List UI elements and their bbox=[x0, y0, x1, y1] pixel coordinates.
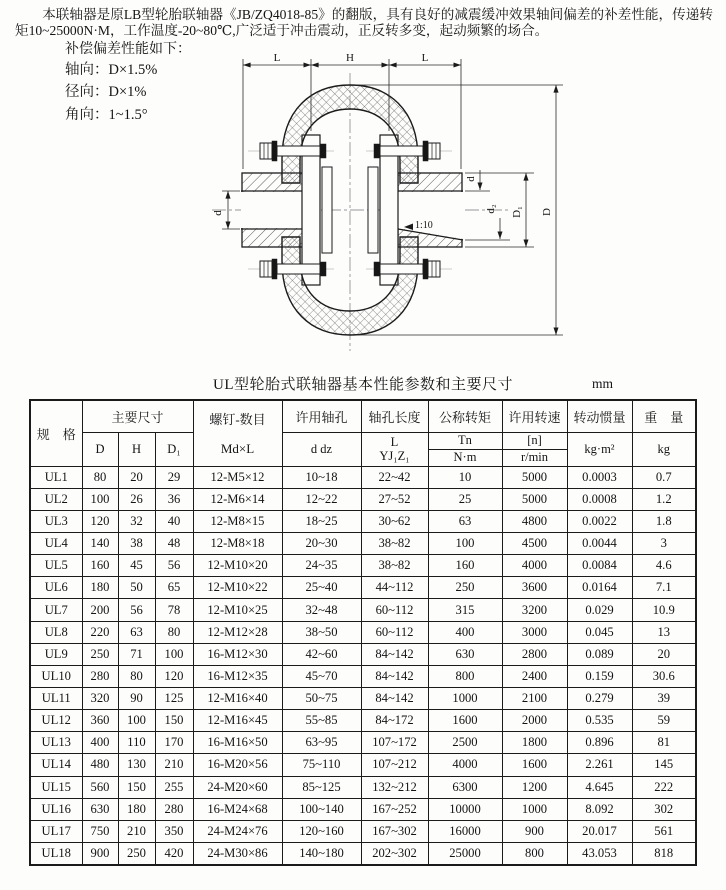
value-cell: 48 bbox=[155, 533, 193, 555]
value-cell: 0.7 bbox=[632, 466, 696, 488]
value-cell: 45~70 bbox=[282, 665, 361, 687]
header-screw bbox=[193, 400, 282, 467]
value-cell: 100 bbox=[155, 643, 193, 665]
value-cell: 750 bbox=[82, 820, 118, 842]
table-row bbox=[30, 510, 696, 532]
value-cell: 900 bbox=[82, 842, 118, 865]
header-L: L bbox=[390, 434, 399, 449]
value-cell: 24-M24×76 bbox=[193, 820, 282, 842]
spec-cell: UL18 bbox=[30, 842, 82, 865]
value-cell: 42~60 bbox=[282, 643, 361, 665]
table-row bbox=[30, 466, 696, 488]
value-cell: 145 bbox=[632, 754, 696, 776]
header-inertia-unit: kg·m² bbox=[567, 432, 632, 466]
value-cell: 210 bbox=[118, 820, 155, 842]
value-cell: 3600 bbox=[502, 577, 567, 599]
value-cell: 630 bbox=[82, 798, 118, 820]
value-cell: 12-M10×20 bbox=[193, 555, 282, 577]
value-cell: 1000 bbox=[502, 798, 567, 820]
value-cell: 81 bbox=[632, 732, 696, 754]
value-cell: 13 bbox=[632, 621, 696, 643]
value-cell: 1.2 bbox=[632, 488, 696, 510]
value-cell: 8.092 bbox=[567, 798, 632, 820]
value-cell: 3200 bbox=[502, 599, 567, 621]
value-cell: 900 bbox=[502, 820, 567, 842]
value-cell: 280 bbox=[82, 665, 118, 687]
value-cell: 40 bbox=[155, 510, 193, 532]
value-cell: 4500 bbox=[502, 533, 567, 555]
value-cell: 38~82 bbox=[361, 533, 428, 555]
table-row bbox=[30, 621, 696, 643]
value-cell: 7.1 bbox=[632, 577, 696, 599]
value-cell: 2800 bbox=[502, 643, 567, 665]
spec-cell: UL15 bbox=[30, 776, 82, 798]
value-cell: 250 bbox=[118, 842, 155, 865]
value-cell: 800 bbox=[428, 665, 502, 687]
spec-cell: UL4 bbox=[30, 533, 82, 555]
spec-cell: UL6 bbox=[30, 577, 82, 599]
spec-cell: UL14 bbox=[30, 754, 82, 776]
value-cell: 125 bbox=[155, 688, 193, 710]
taper-label: 1:10 bbox=[415, 219, 433, 231]
value-cell: 1000 bbox=[428, 688, 502, 710]
spec-cell: UL9 bbox=[30, 643, 82, 665]
value-cell: 180 bbox=[82, 577, 118, 599]
value-cell: 561 bbox=[632, 820, 696, 842]
value-cell: 12-M12×28 bbox=[193, 621, 282, 643]
value-cell: 30.6 bbox=[632, 665, 696, 687]
value-cell: 38~82 bbox=[361, 555, 428, 577]
value-cell: 10.9 bbox=[632, 599, 696, 621]
value-cell: 210 bbox=[155, 754, 193, 776]
value-cell: 12-M10×22 bbox=[193, 577, 282, 599]
value-cell: 202~302 bbox=[361, 842, 428, 865]
value-cell: 12-M8×18 bbox=[193, 533, 282, 555]
value-cell: 90 bbox=[118, 688, 155, 710]
angular-line: 角向：1~1.5° bbox=[65, 106, 148, 123]
table-row bbox=[30, 533, 696, 555]
value-cell: 26 bbox=[118, 488, 155, 510]
value-cell: 107~172 bbox=[361, 732, 428, 754]
value-cell: 38~50 bbox=[282, 621, 361, 643]
table-row bbox=[30, 798, 696, 820]
value-cell: 3000 bbox=[502, 621, 567, 643]
spec-cell: UL3 bbox=[30, 510, 82, 532]
value-cell: 2000 bbox=[502, 710, 567, 732]
table-row bbox=[30, 776, 696, 798]
value-cell: 32~48 bbox=[282, 599, 361, 621]
value-cell: 56 bbox=[155, 555, 193, 577]
value-cell: 110 bbox=[118, 732, 155, 754]
value-cell: 1800 bbox=[502, 732, 567, 754]
header-bore-length-sub bbox=[361, 432, 428, 466]
value-cell: 10000 bbox=[428, 798, 502, 820]
value-cell: 180 bbox=[118, 798, 155, 820]
table-header bbox=[30, 400, 696, 467]
value-cell: 818 bbox=[632, 842, 696, 865]
value-cell: 36 bbox=[155, 488, 193, 510]
spec-cell: UL5 bbox=[30, 555, 82, 577]
value-cell: 59 bbox=[632, 710, 696, 732]
value-cell: 140~180 bbox=[282, 842, 361, 865]
value-cell: 38 bbox=[118, 533, 155, 555]
table-row bbox=[30, 820, 696, 842]
spec-cell: UL8 bbox=[30, 621, 82, 643]
middle-section bbox=[0, 39, 726, 373]
value-cell: 132~212 bbox=[361, 776, 428, 798]
value-cell: 0.0022 bbox=[567, 510, 632, 532]
dim-L-right: L bbox=[421, 51, 429, 64]
value-cell: 3 bbox=[632, 533, 696, 555]
spec-cell: UL16 bbox=[30, 798, 82, 820]
value-cell: 4.6 bbox=[632, 555, 696, 577]
value-cell: 2400 bbox=[502, 665, 567, 687]
spec-cell: UL2 bbox=[30, 488, 82, 510]
value-cell: 107~212 bbox=[361, 754, 428, 776]
table-title-row bbox=[0, 373, 726, 399]
value-cell: 84~142 bbox=[361, 688, 428, 710]
value-cell: 120~160 bbox=[282, 820, 361, 842]
value-cell: 630 bbox=[428, 643, 502, 665]
value-cell: 2100 bbox=[502, 688, 567, 710]
value-cell: 140 bbox=[82, 533, 118, 555]
header-weight-unit: kg bbox=[632, 432, 696, 466]
value-cell: 12-M16×45 bbox=[193, 710, 282, 732]
table-title: UL型轮胎式联轴器基本性能参数和主要尺寸 bbox=[213, 376, 513, 393]
dim-H: H bbox=[346, 51, 354, 64]
compensation-heading: 补偿偏差性能如下： bbox=[65, 41, 191, 57]
table-row bbox=[30, 555, 696, 577]
header-bore-length: 轴孔长度 bbox=[361, 400, 428, 433]
value-cell: 4000 bbox=[428, 754, 502, 776]
value-cell: 100~140 bbox=[282, 798, 361, 820]
header-inertia: 转动惯量 bbox=[567, 400, 632, 433]
value-cell: 150 bbox=[118, 776, 155, 798]
header-col-D: D bbox=[82, 432, 118, 466]
value-cell: 12-M6×14 bbox=[193, 488, 282, 510]
value-cell: 120 bbox=[82, 510, 118, 532]
value-cell: 50 bbox=[118, 577, 155, 599]
header-weight: 重 量 bbox=[632, 400, 696, 433]
value-cell: 100 bbox=[82, 488, 118, 510]
value-cell: 5000 bbox=[502, 488, 567, 510]
value-cell: 0.0008 bbox=[567, 488, 632, 510]
value-cell: 360 bbox=[82, 710, 118, 732]
table-row bbox=[30, 665, 696, 687]
value-cell: 1600 bbox=[502, 754, 567, 776]
dim-D: D bbox=[541, 207, 553, 216]
value-cell: 4800 bbox=[502, 510, 567, 532]
value-cell: 24-M20×60 bbox=[193, 776, 282, 798]
value-cell: 16-M12×30 bbox=[193, 643, 282, 665]
value-cell: 16-M24×68 bbox=[193, 798, 282, 820]
header-col-H: H bbox=[118, 432, 155, 466]
value-cell: 4000 bbox=[502, 555, 567, 577]
table-row bbox=[30, 643, 696, 665]
value-cell: 222 bbox=[632, 776, 696, 798]
header-speed-symbol: [n] bbox=[502, 432, 567, 449]
spec-cell: UL10 bbox=[30, 665, 82, 687]
value-cell: 250 bbox=[428, 577, 502, 599]
value-cell: 220 bbox=[82, 621, 118, 643]
dim-L-left: L bbox=[273, 51, 281, 64]
value-cell: 10 bbox=[428, 466, 502, 488]
value-cell: 5000 bbox=[502, 466, 567, 488]
value-cell: 560 bbox=[82, 776, 118, 798]
header-screw-formula: Md×L bbox=[220, 441, 255, 457]
axial-line: 轴向：D×1.5% bbox=[65, 61, 158, 78]
intro-paragraph: 本联轴器是原LB型轮胎联轴器《JB/ZQ4018-85》的翻版，具有良好的减震缓冲效果轴间偏差的补差性能，传递转矩10~25000N·M，工作温度-20~80℃,广泛适于冲击震动，正反转多变，起动频繁的场合。 bbox=[15, 7, 713, 38]
table-row bbox=[30, 599, 696, 621]
dim-d-right: d bbox=[465, 175, 477, 182]
header-bore-range: d dz bbox=[282, 432, 361, 466]
value-cell: 0.029 bbox=[567, 599, 632, 621]
value-cell: 20 bbox=[632, 643, 696, 665]
spec-cell: UL12 bbox=[30, 710, 82, 732]
header-screw-label: 螺钉-数目 bbox=[209, 412, 266, 428]
spec-cell: UL11 bbox=[30, 688, 82, 710]
header-bore: 许用轴孔 bbox=[282, 400, 361, 433]
header-col-D1: D₁ bbox=[155, 432, 193, 466]
value-cell: 130 bbox=[118, 754, 155, 776]
value-cell: 167~302 bbox=[361, 820, 428, 842]
value-cell: 150 bbox=[155, 710, 193, 732]
value-cell: 800 bbox=[502, 842, 567, 865]
value-cell: 1200 bbox=[502, 776, 567, 798]
table-row bbox=[30, 732, 696, 754]
value-cell: 1.8 bbox=[632, 510, 696, 532]
value-cell: 24-M30×86 bbox=[193, 842, 282, 865]
value-cell: 0.535 bbox=[567, 710, 632, 732]
header-speed-unit: r/min bbox=[502, 449, 567, 466]
value-cell: 63 bbox=[428, 510, 502, 532]
value-cell: 24~35 bbox=[282, 555, 361, 577]
value-cell: 167~252 bbox=[361, 798, 428, 820]
coupling-section-drawing bbox=[208, 51, 714, 365]
value-cell: 75~110 bbox=[282, 754, 361, 776]
value-cell: 60~112 bbox=[361, 599, 428, 621]
spec-cell: UL1 bbox=[30, 466, 82, 488]
value-cell: 30~62 bbox=[361, 510, 428, 532]
value-cell: 12-M8×15 bbox=[193, 510, 282, 532]
value-cell: 27~52 bbox=[361, 488, 428, 510]
value-cell: 10~18 bbox=[282, 466, 361, 488]
spec-cell: UL7 bbox=[30, 599, 82, 621]
value-cell: 320 bbox=[82, 688, 118, 710]
table-row bbox=[30, 688, 696, 710]
value-cell: 71 bbox=[118, 643, 155, 665]
header-torque: 公称转矩 bbox=[428, 400, 502, 433]
value-cell: 85~125 bbox=[282, 776, 361, 798]
value-cell: 39 bbox=[632, 688, 696, 710]
value-cell: 0.0003 bbox=[567, 466, 632, 488]
value-cell: 20.017 bbox=[567, 820, 632, 842]
value-cell: 20~30 bbox=[282, 533, 361, 555]
value-cell: 2.261 bbox=[567, 754, 632, 776]
value-cell: 12~22 bbox=[282, 488, 361, 510]
value-cell: 280 bbox=[155, 798, 193, 820]
value-cell: 45 bbox=[118, 555, 155, 577]
value-cell: 6300 bbox=[428, 776, 502, 798]
value-cell: 78 bbox=[155, 599, 193, 621]
header-torque-symbol: Tn bbox=[428, 432, 502, 449]
spec-cell: UL13 bbox=[30, 732, 82, 754]
value-cell: 55~85 bbox=[282, 710, 361, 732]
value-cell: 25~40 bbox=[282, 577, 361, 599]
value-cell: 84~142 bbox=[361, 643, 428, 665]
value-cell: 44~112 bbox=[361, 577, 428, 599]
value-cell: 120 bbox=[155, 665, 193, 687]
radial-line: 径向：D×1% bbox=[65, 84, 147, 101]
value-cell: 16000 bbox=[428, 820, 502, 842]
header-YJZ: YJ₁Z₁ bbox=[379, 449, 410, 464]
value-cell: 100 bbox=[428, 533, 502, 555]
unit-label: mm bbox=[592, 375, 614, 391]
value-cell: 350 bbox=[155, 820, 193, 842]
value-cell: 250 bbox=[82, 643, 118, 665]
value-cell: 0.159 bbox=[567, 665, 632, 687]
value-cell: 25 bbox=[428, 488, 502, 510]
value-cell: 400 bbox=[428, 621, 502, 643]
value-cell: 0.0164 bbox=[567, 577, 632, 599]
value-cell: 80 bbox=[155, 621, 193, 643]
value-cell: 0.0044 bbox=[567, 533, 632, 555]
value-cell: 60~112 bbox=[361, 621, 428, 643]
dim-dz: d₂ bbox=[485, 203, 497, 214]
right-shaft bbox=[398, 173, 463, 247]
value-cell: 4.645 bbox=[567, 776, 632, 798]
value-cell: 0.0084 bbox=[567, 555, 632, 577]
value-cell: 80 bbox=[118, 665, 155, 687]
value-cell: 32 bbox=[118, 510, 155, 532]
value-cell: 16-M20×56 bbox=[193, 754, 282, 776]
dim-d-left: d bbox=[212, 209, 224, 216]
header-main-dims: 主要尺寸 bbox=[82, 400, 193, 433]
value-cell: 80 bbox=[82, 466, 118, 488]
value-cell: 25000 bbox=[428, 842, 502, 865]
value-cell: 480 bbox=[82, 754, 118, 776]
value-cell: 84~142 bbox=[361, 665, 428, 687]
value-cell: 12-M5×12 bbox=[193, 466, 282, 488]
value-cell: 0.089 bbox=[567, 643, 632, 665]
spec-cell: UL17 bbox=[30, 820, 82, 842]
value-cell: 20 bbox=[118, 466, 155, 488]
value-cell: 420 bbox=[155, 842, 193, 865]
value-cell: 12-M10×25 bbox=[193, 599, 282, 621]
table-row bbox=[30, 842, 696, 865]
value-cell: 200 bbox=[82, 599, 118, 621]
dim-D1: D₁ bbox=[511, 205, 523, 218]
value-cell: 0.896 bbox=[567, 732, 632, 754]
value-cell: 100 bbox=[118, 710, 155, 732]
value-cell: 63 bbox=[118, 621, 155, 643]
value-cell: 302 bbox=[632, 798, 696, 820]
value-cell: 160 bbox=[82, 555, 118, 577]
value-cell: 22~42 bbox=[361, 466, 428, 488]
value-cell: 84~172 bbox=[361, 710, 428, 732]
value-cell: 63~95 bbox=[282, 732, 361, 754]
value-cell: 160 bbox=[428, 555, 502, 577]
value-cell: 56 bbox=[118, 599, 155, 621]
parameters-table bbox=[29, 399, 697, 867]
value-cell: 400 bbox=[82, 732, 118, 754]
value-cell: 170 bbox=[155, 732, 193, 754]
table-body bbox=[30, 466, 696, 865]
value-cell: 50~75 bbox=[282, 688, 361, 710]
value-cell: 0.279 bbox=[567, 688, 632, 710]
table-row bbox=[30, 754, 696, 776]
value-cell: 1600 bbox=[428, 710, 502, 732]
header-spec: 规 格 bbox=[30, 400, 82, 467]
table-row bbox=[30, 577, 696, 599]
table-row bbox=[30, 488, 696, 510]
value-cell: 43.053 bbox=[567, 842, 632, 865]
value-cell: 16-M12×35 bbox=[193, 665, 282, 687]
table-row bbox=[30, 710, 696, 732]
value-cell: 2500 bbox=[428, 732, 502, 754]
value-cell: 65 bbox=[155, 577, 193, 599]
value-cell: 16-M16×50 bbox=[193, 732, 282, 754]
value-cell: 12-M16×40 bbox=[193, 688, 282, 710]
value-cell: 255 bbox=[155, 776, 193, 798]
value-cell: 0.045 bbox=[567, 621, 632, 643]
value-cell: 315 bbox=[428, 599, 502, 621]
value-cell: 29 bbox=[155, 466, 193, 488]
header-speed: 许用转速 bbox=[502, 400, 567, 433]
value-cell: 18~25 bbox=[282, 510, 361, 532]
header-torque-unit: N·m bbox=[428, 449, 502, 466]
